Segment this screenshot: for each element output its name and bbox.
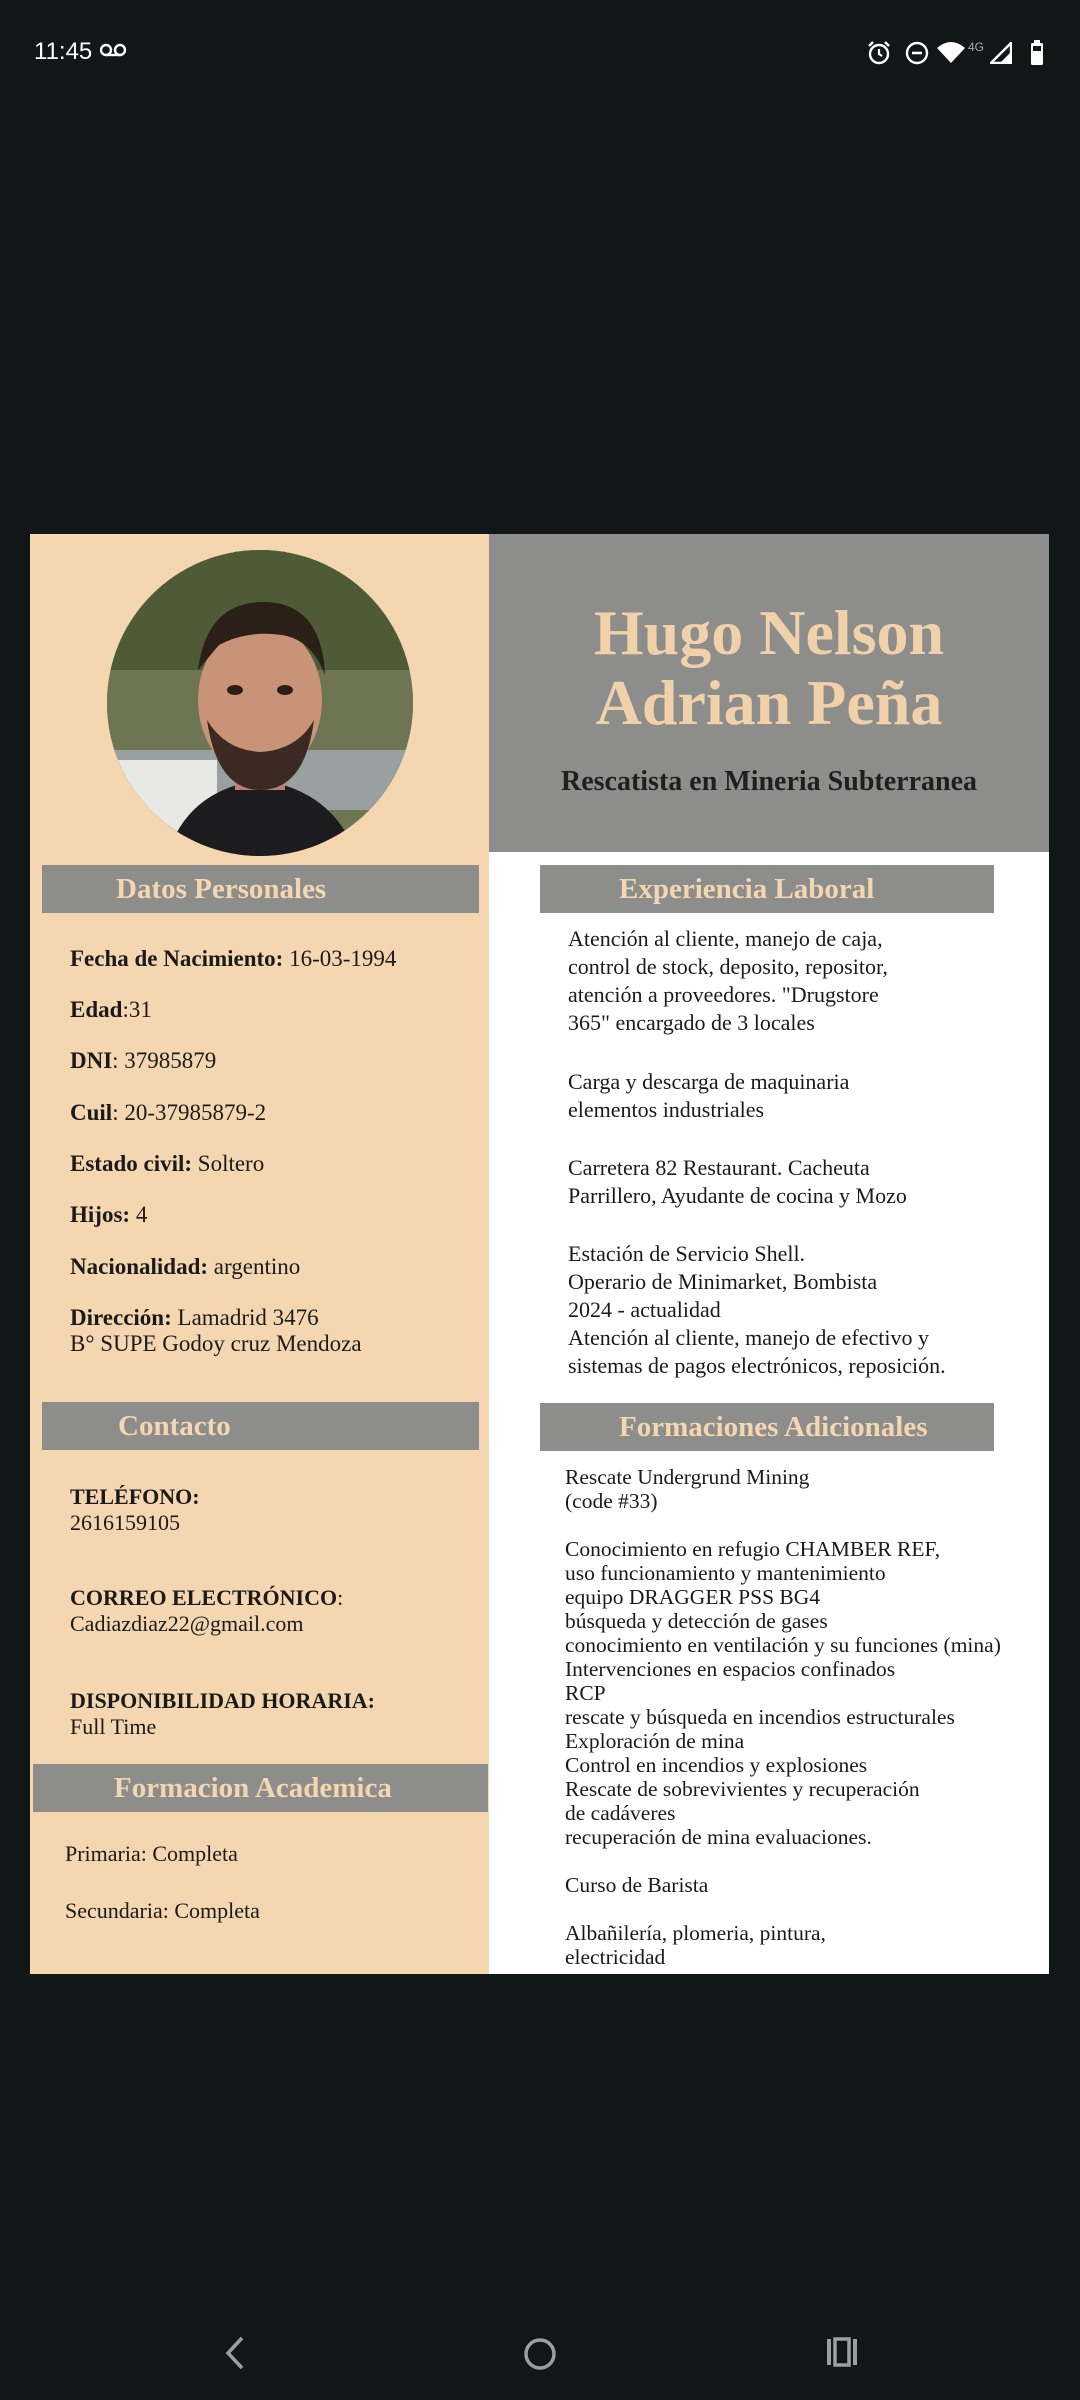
civil-status: Estado civil: Soltero — [70, 1151, 265, 1176]
children: Hijos: 4 — [70, 1202, 148, 1227]
experience-entry: Carga y descarga de maquinaria elementos industriales — [568, 1069, 850, 1122]
training-line: Exploración de mina — [565, 1729, 745, 1753]
personal-data-heading: Datos Personales — [42, 865, 479, 913]
email-label: CORREO ELECTRÓNICO: — [70, 1585, 344, 1610]
availability-label: DISPONIBILIDAD HORARIA: — [70, 1688, 375, 1713]
training-line: conocimiento en ventilación y su funciones (mina) — [565, 1633, 1001, 1657]
secondary-education: Secundaria: Completa — [65, 1898, 260, 1923]
person-name — [489, 598, 1049, 738]
training-line: uso funcionamiento y mantenimiento — [565, 1561, 886, 1585]
job-title: Rescatista en Mineria Subterranea — [560, 766, 978, 797]
address: Dirección: Lamadrid 3476 B° SUPE Godoy cruz Mendoza — [70, 1305, 362, 1356]
cv-document — [30, 534, 1049, 1974]
training-line: equipo DRAGGER PSS BG4 — [565, 1585, 821, 1609]
experience-entry: Estación de Servicio Shell. Operario de Minimarket, Bombista 2024 - actualidad Atención al cliente, manejo de efectivo y sistemas de pagos electrónicos, reposición. — [568, 1241, 946, 1378]
phone-label: TELÉFONO: — [70, 1484, 200, 1509]
additional-training-heading: Formaciones Adicionales — [540, 1403, 994, 1451]
primary-education: Primaria: Completa — [65, 1841, 238, 1866]
back-button[interactable] — [220, 2335, 250, 2371]
training-line: Control en incendios y explosiones — [565, 1753, 868, 1777]
nationality: Nacionalidad: argentino — [70, 1254, 301, 1279]
experience-entry: Carretera 82 Restaurant. Cacheuta Parrillero, Ayudante de cocina y Mozo — [568, 1155, 907, 1208]
dni: DNI: 37985879 — [70, 1048, 217, 1073]
training-line: electricidad — [565, 1945, 666, 1969]
training-line: Rescate de sobrevivientes y recuperación — [565, 1777, 920, 1801]
training-line: rescate y búsqueda en incendios estructurales — [565, 1705, 955, 1729]
training-line: de cadáveres — [565, 1801, 676, 1825]
experience-entry: Atención al cliente, manejo de caja, control de stock, deposito, repositor, atención a proveedores. "Drugstore 365" encargado de 3 locales — [568, 926, 888, 1035]
profile-photo — [107, 550, 413, 856]
battery-icon — [1030, 40, 1044, 66]
name-line-1: Hugo Nelson — [593, 597, 945, 668]
home-button[interactable] — [523, 2337, 557, 2371]
experience-heading: Experiencia Laboral — [540, 865, 994, 913]
training-line: RCP — [565, 1681, 606, 1705]
recents-button[interactable] — [825, 2336, 859, 2368]
alarm-icon — [866, 40, 892, 66]
phone-value: 2616159105 — [70, 1510, 180, 1535]
training-line: Conocimiento en refugio CHAMBER REF, — [565, 1537, 941, 1561]
signal-icon — [990, 42, 1012, 64]
training-line: búsqueda y detección de gases — [565, 1609, 828, 1633]
training-line: Intervenciones en espacios confinados — [565, 1657, 896, 1681]
birth-date: Fecha de Nacimiento: 16-03-1994 — [70, 946, 397, 971]
training-line: (code #33) — [565, 1489, 658, 1513]
contact-heading: Contacto — [42, 1402, 479, 1450]
network-type: 4G — [968, 40, 985, 54]
do-not-disturb-icon — [904, 40, 930, 66]
status-time: 11:45 — [34, 38, 93, 65]
voicemail-icon — [100, 43, 126, 57]
training-line: Curso de Barista — [565, 1873, 709, 1897]
academic-heading: Formacion Academica — [33, 1764, 488, 1812]
age: Edad:31 — [70, 997, 152, 1022]
status-bar — [0, 0, 1080, 105]
cuil: Cuil: 20-37985879-2 — [70, 1100, 267, 1125]
wifi-icon — [936, 40, 966, 64]
availability-value: Full Time — [70, 1714, 157, 1739]
email-value: Cadiazdiaz22@gmail.com — [70, 1611, 304, 1636]
address-line-2: B° SUPE Godoy cruz Mendoza — [70, 1331, 362, 1356]
training-line: Rescate Undergrund Mining — [565, 1465, 810, 1489]
training-line: recuperación de mina evaluaciones. — [565, 1825, 872, 1849]
name-line-2: Adrian Peña — [595, 667, 943, 738]
training-line: Albañilería, plomeria, pintura, — [565, 1921, 826, 1945]
